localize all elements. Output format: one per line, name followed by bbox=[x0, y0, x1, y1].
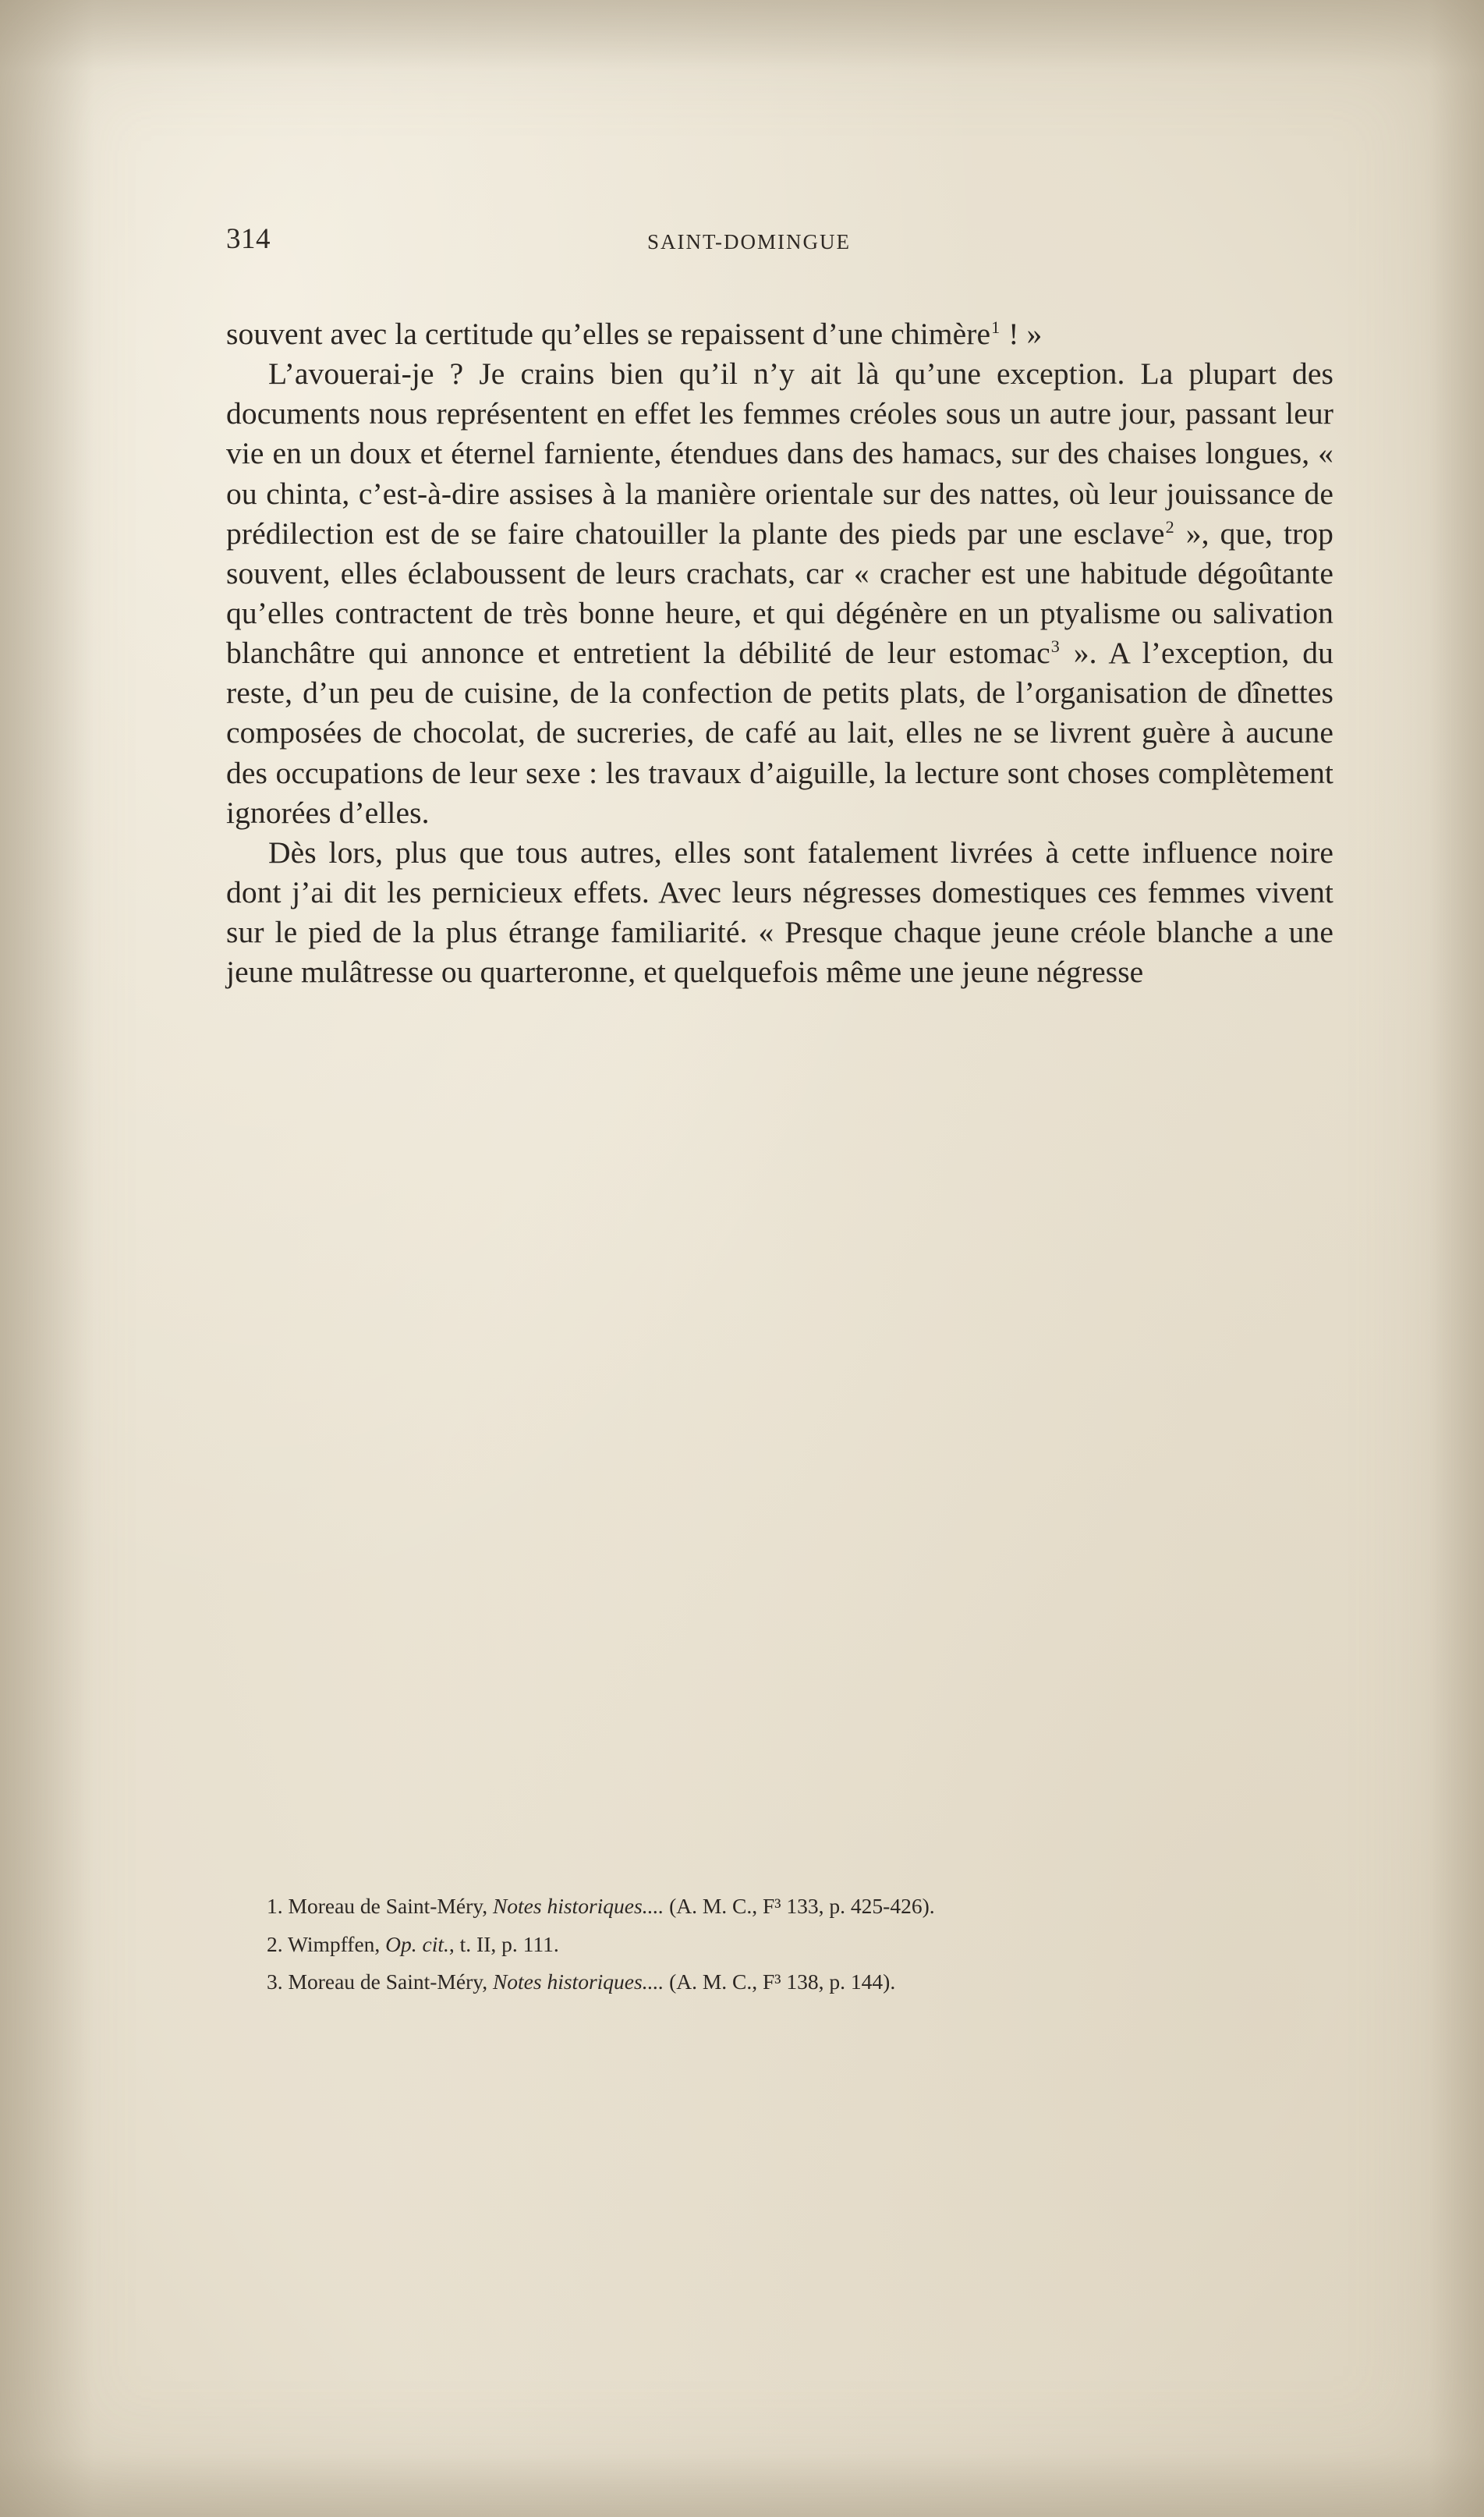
footnote-3-text-before: Moreau de Saint-Méry, bbox=[282, 1969, 493, 1994]
footnote-1-text-before: Moreau de Saint-Méry, bbox=[282, 1894, 493, 1918]
footnote-1-text-after: (A. M. C., F³ 133, p. 425-426). bbox=[664, 1894, 935, 1918]
page-edge-shadow-top bbox=[0, 0, 1484, 70]
footnote-2-title: Op. cit. bbox=[385, 1931, 449, 1956]
page-edge-shadow-bottom bbox=[0, 2455, 1484, 2517]
footnote-2-number: 2. bbox=[267, 1931, 283, 1956]
footnote-3-text-after: (A. M. C., F³ 138, p. 144). bbox=[664, 1969, 896, 1994]
page-number: 314 bbox=[226, 223, 271, 255]
running-head-title: SAINT-DOMINGUE bbox=[647, 230, 851, 253]
footnote-1-title: Notes historiques.... bbox=[492, 1894, 664, 1918]
footnote-1-number: 1. bbox=[267, 1894, 283, 1918]
footnote-2 bbox=[226, 1930, 1333, 1960]
running-head bbox=[226, 222, 1333, 269]
footnote-marker-1: 1 bbox=[991, 317, 1001, 337]
paragraph-1: souvent avec la certitude qu’elles se repaissent d’une chimère$^1$ ! » bbox=[226, 317, 1043, 351]
footnote-2-text-before: Wimpffen, bbox=[282, 1931, 386, 1956]
page-edge-shadow-left bbox=[0, 0, 94, 2517]
footnote-3-title: Notes historiques.... bbox=[492, 1969, 664, 1994]
footnote-3-number: 3. bbox=[267, 1969, 283, 1994]
paragraph-2: L’avouerai-je ? Je crains bien qu’il n’y ait là qu’une exception. La plupart des documents nous représentent en effet les femmes créoles sous un autre jour, passant leur vie en un doux et éternel farniente, étendues dans des hamacs, sur des chaises longues, « ou chinta, c’est-à-dire assises à la manière orientale sur des nattes, où leur jouissance de prédilection est de se faire chatouiller la plante des pieds par une esclave$^2$ », que, trop souvent, elles éclaboussent de leurs crachats, car « cracher est une habitude dégoûtante qu’elles contractent de très bonne heure, et qui dégénère en un ptyalisme ou salivation blanchâtre qui annonce et entretient la débilité de leur estomac$^3$ ». A l’exception, du reste, d’un peu de cuisine, de la confection de petits plats, de l’organisation de dînettes composées de chocolat, de sucreries, de café au lait, elles ne se livrent guère à aucune des occupations de leur sexe : les travaux d’aiguille, la lecture sont choses complètement ignorées d’elles. bbox=[226, 356, 1333, 830]
footnotes-block bbox=[226, 1891, 1333, 2005]
page-content bbox=[226, 222, 1333, 992]
page-edge-shadow-right bbox=[1429, 0, 1484, 2517]
footnote-3 bbox=[226, 1967, 1333, 1998]
footnote-marker-2: 2 bbox=[1165, 516, 1174, 537]
footnote-2-text-after: , t. II, p. 111. bbox=[448, 1931, 559, 1956]
footnote-1 bbox=[226, 1891, 1333, 1922]
paragraph-3: Dès lors, plus que tous autres, elles sont fatalement livrées à cette influence noire dont j’ai dit les pernicieux effets. Avec leurs négresses domestiques ces femmes vivent sur le pied de la plus étrange familiarité. « Presque chaque jeune créole blanche a une jeune mulâtresse ou quarteronne, et quelquefois même une jeune négresse bbox=[226, 835, 1333, 990]
footnote-marker-3: 3 bbox=[1050, 636, 1060, 656]
